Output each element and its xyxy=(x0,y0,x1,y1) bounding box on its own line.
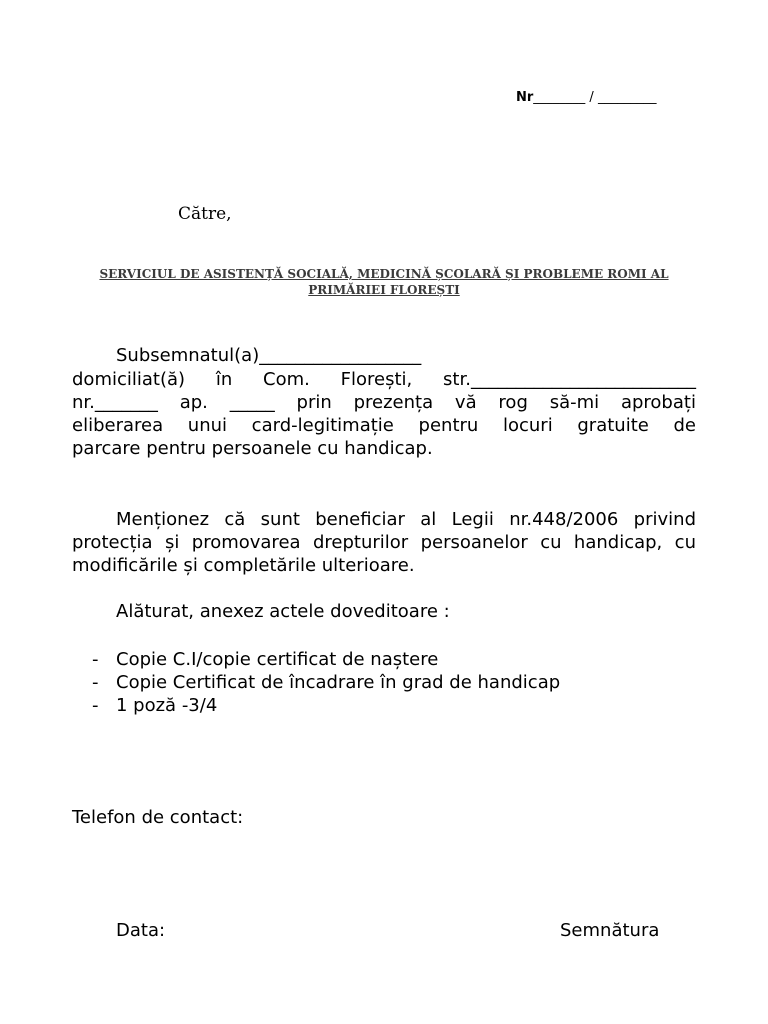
list-bullet: - xyxy=(92,672,99,693)
list-bullet: - xyxy=(92,695,99,716)
recipient-line-2: PRIMĂRIEI FLOREȘTI xyxy=(308,283,460,297)
signature-label: Semnătura xyxy=(560,920,660,941)
date-label: Data: xyxy=(116,920,166,941)
contact-label: Telefon de contact: xyxy=(72,807,244,828)
registration-number xyxy=(516,90,656,105)
nr-blanks: ________ / _________ xyxy=(533,90,657,105)
word: vă xyxy=(454,392,477,413)
list-item: Copie C.I/copie certificat de naștere xyxy=(116,649,439,670)
word: domiciliat(ă) xyxy=(72,369,186,390)
list-item: Copie Certificat de încadrare în grad de handicap xyxy=(116,672,561,693)
word: să-mi xyxy=(549,392,600,413)
word: în xyxy=(215,369,233,390)
attachments-intro: Alăturat, anexez actele doveditoare : xyxy=(116,601,450,622)
word: aprobați xyxy=(620,392,696,413)
mention-line-2: protecția și promovarea drepturilor persoanelor cu handicap, cu xyxy=(72,532,696,553)
nr-label: Nr xyxy=(516,90,534,105)
word: Com. xyxy=(263,369,310,390)
word: prezența xyxy=(353,392,434,413)
word: rog xyxy=(498,392,528,413)
street-blank: str._________________________ xyxy=(443,369,696,390)
apartment-blank: _____ xyxy=(229,392,275,413)
list-item: 1 poză -3/4 xyxy=(116,695,218,716)
list-bullet: - xyxy=(92,649,99,670)
word: Florești, xyxy=(340,369,413,390)
request-line-4: eliberarea unui card-legitimație pentru locuri gratuite de xyxy=(72,415,696,436)
mention-line-3: modificările și completările ulterioare. xyxy=(72,555,415,576)
number-blank: nr._______ xyxy=(72,392,158,413)
request-line-2 xyxy=(72,369,696,390)
mention-line-1: Menționez că sunt beneficiar al Legii nr.448/2006 privind xyxy=(116,509,696,530)
request-line-3 xyxy=(72,392,696,413)
word: ap. xyxy=(179,392,208,413)
recipient-line-1: SERVICIUL DE ASISTENȚĂ SOCIALĂ, MEDICINĂ ȘCOLARĂ ȘI PROBLEME ROMI AL xyxy=(99,267,669,281)
request-line-5: parcare pentru persoanele cu handicap. xyxy=(72,438,433,459)
recipient-institution xyxy=(80,266,688,298)
salutation: Către, xyxy=(178,204,232,224)
word: prin xyxy=(296,392,332,413)
request-line-1: Subsemnatul(a)__________________ xyxy=(116,345,422,366)
